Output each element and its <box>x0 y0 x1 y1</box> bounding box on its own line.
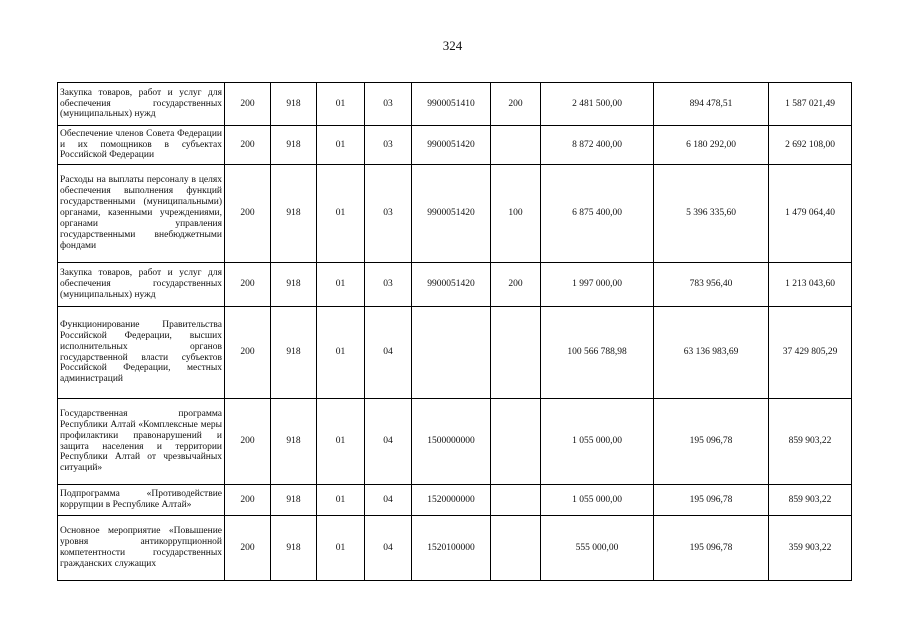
row-name-cell: Закупка товаров, работ и услуг для обеспечения государственных (муниципальных) нужд <box>58 263 225 307</box>
subsection-code-cell: 03 <box>365 263 412 307</box>
section-code-cell: 01 <box>317 307 365 399</box>
amount-exec-cell: 6 180 292,00 <box>654 126 769 165</box>
admin-code-cell: 200 <box>225 399 271 485</box>
row-name-cell: Закупка товаров, работ и услуг для обеспечения государственных (муниципальных) нужд <box>58 83 225 126</box>
table-body <box>58 83 852 581</box>
subsection-code-cell: 03 <box>365 126 412 165</box>
amount-exec-cell: 63 136 983,69 <box>654 307 769 399</box>
amount-rest-cell: 859 903,22 <box>769 485 852 516</box>
subsection-code-cell: 03 <box>365 83 412 126</box>
row-name-cell: Расходы на выплаты персоналу в целях обеспечения выполнения функций государственными (муниципальными) органами, казенными учреждениями, органами управления государственными внебюджетными фондами <box>58 165 225 263</box>
admin-code-cell: 200 <box>225 485 271 516</box>
expense-type-cell: 200 <box>491 83 541 126</box>
amount-exec-cell: 894 478,51 <box>654 83 769 126</box>
ministry-code-cell: 918 <box>271 399 317 485</box>
amount-plan-cell: 8 872 400,00 <box>541 126 654 165</box>
expense-type-cell: 200 <box>491 263 541 307</box>
row-name-cell: Основное мероприятие «Повышение уровня антикоррупционной компетентности государственных гражданских служащих <box>58 516 225 581</box>
ministry-code-cell: 918 <box>271 307 317 399</box>
subsection-code-cell: 04 <box>365 485 412 516</box>
amount-exec-cell: 5 396 335,60 <box>654 165 769 263</box>
target-code-cell: 1520100000 <box>412 516 491 581</box>
expense-type-cell <box>491 126 541 165</box>
amount-rest-cell: 37 429 805,29 <box>769 307 852 399</box>
target-code-cell: 1520000000 <box>412 485 491 516</box>
amount-rest-cell: 1 479 064,40 <box>769 165 852 263</box>
target-code-cell: 9900051420 <box>412 263 491 307</box>
table-row <box>58 307 852 399</box>
section-code-cell: 01 <box>317 83 365 126</box>
admin-code-cell: 200 <box>225 516 271 581</box>
amount-plan-cell: 1 997 000,00 <box>541 263 654 307</box>
section-code-cell: 01 <box>317 516 365 581</box>
ministry-code-cell: 918 <box>271 263 317 307</box>
amount-exec-cell: 783 956,40 <box>654 263 769 307</box>
table-row <box>58 263 852 307</box>
ministry-code-cell: 918 <box>271 126 317 165</box>
row-name-cell: Обеспечение членов Совета Федерации и их помощников в субъектах Российской Федерации <box>58 126 225 165</box>
amount-exec-cell: 195 096,78 <box>654 399 769 485</box>
amount-exec-cell: 195 096,78 <box>654 485 769 516</box>
subsection-code-cell: 03 <box>365 165 412 263</box>
target-code-cell <box>412 307 491 399</box>
expense-type-cell <box>491 485 541 516</box>
amount-exec-cell: 195 096,78 <box>654 516 769 581</box>
admin-code-cell: 200 <box>225 165 271 263</box>
admin-code-cell: 200 <box>225 83 271 126</box>
amount-plan-cell: 100 566 788,98 <box>541 307 654 399</box>
amount-plan-cell: 555 000,00 <box>541 516 654 581</box>
subsection-code-cell: 04 <box>365 399 412 485</box>
amount-rest-cell: 359 903,22 <box>769 516 852 581</box>
amount-plan-cell: 1 055 000,00 <box>541 485 654 516</box>
amount-rest-cell: 1 587 021,49 <box>769 83 852 126</box>
admin-code-cell: 200 <box>225 307 271 399</box>
table-row <box>58 126 852 165</box>
section-code-cell: 01 <box>317 485 365 516</box>
budget-table <box>57 82 852 581</box>
table-row <box>58 485 852 516</box>
table-row <box>58 83 852 126</box>
amount-plan-cell: 6 875 400,00 <box>541 165 654 263</box>
ministry-code-cell: 918 <box>271 516 317 581</box>
section-code-cell: 01 <box>317 399 365 485</box>
table-row <box>58 516 852 581</box>
amount-rest-cell: 859 903,22 <box>769 399 852 485</box>
table-row <box>58 165 852 263</box>
expense-type-cell <box>491 516 541 581</box>
target-code-cell: 1500000000 <box>412 399 491 485</box>
target-code-cell: 9900051420 <box>412 126 491 165</box>
row-name-cell: Функционирование Правительства Российской Федерации, высших исполнительных органов государственной власти субъектов Российской Федерации, местных администраций <box>58 307 225 399</box>
target-code-cell: 9900051420 <box>412 165 491 263</box>
subsection-code-cell: 04 <box>365 516 412 581</box>
amount-rest-cell: 1 213 043,60 <box>769 263 852 307</box>
ministry-code-cell: 918 <box>271 165 317 263</box>
row-name-cell: Подпрограмма «Противодействие коррупции в Республике Алтай» <box>58 485 225 516</box>
ministry-code-cell: 918 <box>271 485 317 516</box>
table-row <box>58 399 852 485</box>
page-number: 324 <box>442 38 463 53</box>
ministry-code-cell: 918 <box>271 83 317 126</box>
amount-rest-cell: 2 692 108,00 <box>769 126 852 165</box>
admin-code-cell: 200 <box>225 126 271 165</box>
expense-type-cell <box>491 307 541 399</box>
expense-type-cell: 100 <box>491 165 541 263</box>
row-name-cell: Государственная программа Республики Алтай «Комплексные меры профилактики правонарушений и защита населения и территории Республики Алтай от чрезвычайных ситуаций» <box>58 399 225 485</box>
section-code-cell: 01 <box>317 165 365 263</box>
section-code-cell: 01 <box>317 126 365 165</box>
subsection-code-cell: 04 <box>365 307 412 399</box>
amount-plan-cell: 2 481 500,00 <box>541 83 654 126</box>
section-code-cell: 01 <box>317 263 365 307</box>
target-code-cell: 9900051410 <box>412 83 491 126</box>
amount-plan-cell: 1 055 000,00 <box>541 399 654 485</box>
expense-type-cell <box>491 399 541 485</box>
admin-code-cell: 200 <box>225 263 271 307</box>
